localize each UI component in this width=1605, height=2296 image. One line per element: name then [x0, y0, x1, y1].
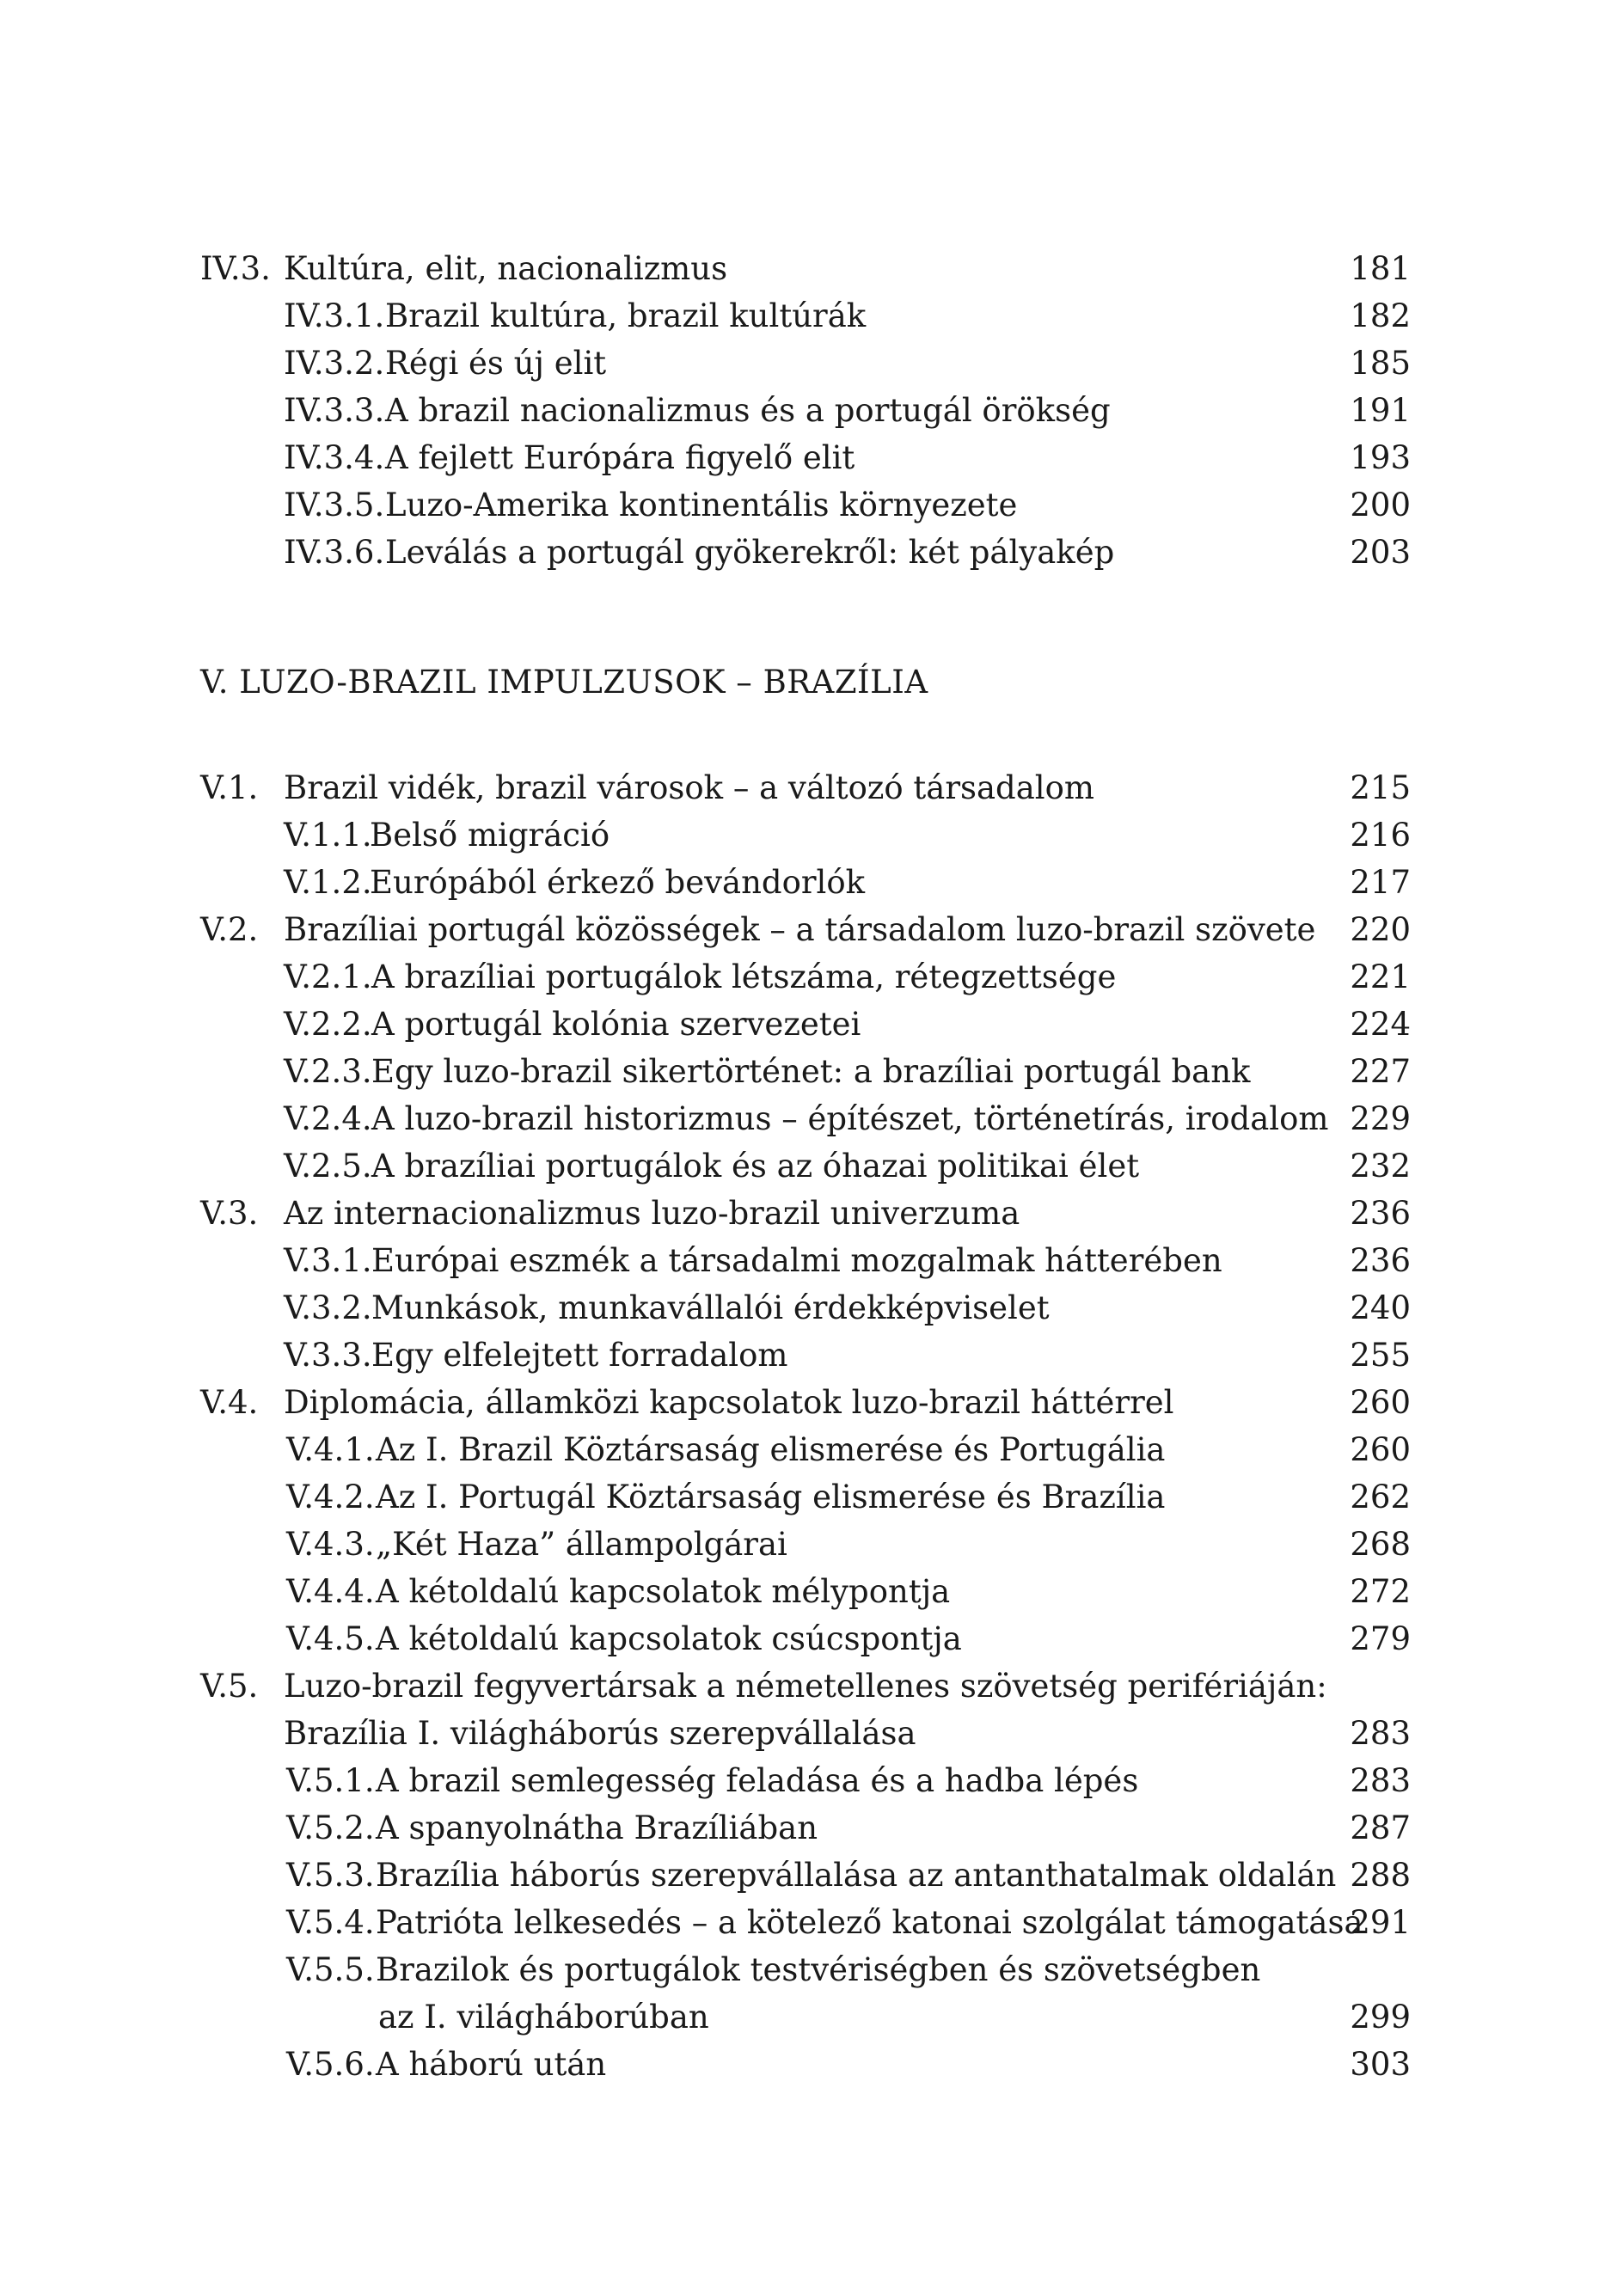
entry-page: 260 — [1350, 1431, 1411, 1468]
entry-title: A spanyolnátha Brazíliában — [376, 1809, 818, 1846]
entry-number: IV.3. — [200, 250, 271, 287]
entry-number: V.5.1. — [286, 1762, 375, 1799]
toc-subentry[interactable] — [0, 811, 1605, 860]
toc-subentry-continued[interactable] — [0, 1993, 1605, 2042]
part-heading: V. LUZO-BRAZIL IMPULZUSOK – BRAZÍLIA — [200, 664, 928, 701]
entry-page: 303 — [1350, 2046, 1411, 2083]
entry-number: V.5.4. — [286, 1904, 375, 1941]
toc-subentry[interactable] — [0, 1473, 1605, 1521]
entry-page: 227 — [1350, 1053, 1411, 1090]
entry-number: V.3.2. — [284, 1289, 372, 1326]
toc-subentry[interactable] — [0, 387, 1605, 435]
entry-number: V.4.5. — [286, 1620, 375, 1657]
entry-title: Leválás a portugál gyökerekről: két pályakép — [385, 534, 1115, 571]
entry-number: V.5.3. — [286, 1857, 375, 1894]
entry-number: V.5.6. — [286, 2046, 375, 2083]
toc-subentry[interactable] — [0, 292, 1605, 340]
entry-page: 217 — [1350, 864, 1411, 901]
entry-page: 255 — [1350, 1337, 1411, 1374]
entry-number: IV.3.6. — [284, 534, 385, 571]
entry-title: Európából érkező bevándorlók — [370, 864, 866, 901]
entry-number: V.2.3. — [284, 1053, 372, 1090]
entry-number: IV.3.4. — [284, 439, 385, 476]
entry-page: 191 — [1350, 392, 1411, 429]
entry-number: V.3. — [200, 1195, 259, 1232]
entry-title: Brazil kultúra, brazil kultúrák — [385, 297, 867, 334]
entry-number: V.5. — [200, 1668, 259, 1705]
entry-number: V.4.3. — [286, 1526, 375, 1563]
toc-subentry[interactable] — [0, 1048, 1605, 1096]
entry-title: A háború után — [376, 2046, 607, 2083]
toc-subentry[interactable] — [0, 1899, 1605, 1947]
toc-subentry[interactable] — [0, 434, 1605, 482]
entry-title: A portugál kolónia szervezetei — [371, 1006, 861, 1043]
entry-page: 283 — [1350, 1715, 1411, 1752]
entry-title: A kétoldalú kapcsolatok csúcspontja — [376, 1620, 962, 1657]
entry-number: V.2.1. — [284, 958, 372, 995]
entry-title: A luzo-brazil historizmus – építészet, történetírás, irodalom — [371, 1100, 1329, 1137]
entry-title: Egy luzo-brazil sikertörténet: a brazíliai portugál bank — [371, 1053, 1251, 1090]
entry-page: 291 — [1350, 1904, 1411, 1941]
toc-subentry[interactable] — [0, 1804, 1605, 1852]
entry-title: Az I. Brazil Köztársaság elismerése és Portugália — [376, 1431, 1166, 1468]
entry-page: 236 — [1350, 1242, 1411, 1279]
entry-title: Brazilok és portugálok testvériségben és szövetségben — [376, 1951, 1261, 1988]
toc-subentry[interactable] — [0, 481, 1605, 530]
toc-subentry[interactable] — [0, 340, 1605, 388]
entry-number: V.2.4. — [284, 1100, 372, 1137]
toc-subentry[interactable] — [0, 1237, 1605, 1285]
entry-title: Luzo-Amerika kontinentális környezete — [385, 487, 1018, 523]
entry-page: 279 — [1350, 1620, 1411, 1657]
entry-page: 287 — [1350, 1809, 1411, 1846]
entry-number: V.5.5. — [286, 1951, 375, 1988]
entry-title: Brazíliai portugál közösségek – a társadalom luzo-brazil szövete — [284, 911, 1316, 948]
entry-number: V.5.2. — [286, 1809, 375, 1846]
entry-title: Európai eszmék a társadalmi mozgalmak hátterében — [371, 1242, 1222, 1279]
toc-subentry[interactable] — [0, 1757, 1605, 1805]
entry-page: 200 — [1350, 487, 1411, 523]
entry-number: V.1. — [200, 769, 259, 806]
entry-title: Munkások, munkavállalói érdekképviselet — [371, 1289, 1050, 1326]
entry-number: V.2.5. — [284, 1148, 372, 1185]
entry-number: V.1.2. — [284, 864, 372, 901]
entry-title: A brazíliai portugálok létszáma, rétegzettsége — [371, 958, 1117, 995]
entry-title: Régi és új elit — [385, 345, 607, 382]
toc-subentry[interactable] — [0, 1615, 1605, 1663]
toc-entry[interactable] — [0, 764, 1605, 812]
entry-number: V.2.2. — [284, 1006, 372, 1043]
entry-number: V.4. — [200, 1384, 259, 1421]
toc-entry[interactable] — [0, 906, 1605, 954]
entry-title: Az internacionalizmus luzo-brazil univerzuma — [284, 1195, 1020, 1232]
entry-title: Luzo-brazil fegyvertársak a németellenes szövetség perifériáján: — [284, 1668, 1327, 1705]
entry-title: Patrióta lelkesedés – a kötelező katonai szolgálat támogatása — [376, 1904, 1363, 1941]
entry-page: 203 — [1350, 534, 1411, 571]
entry-number: V.3.1. — [284, 1242, 372, 1279]
entry-title: Brazil vidék, brazil városok – a változó társadalom — [284, 769, 1094, 806]
entry-title: Egy elfelejtett forradalom — [371, 1337, 788, 1374]
entry-page: 224 — [1350, 1006, 1411, 1043]
entry-number: V.1.1. — [284, 817, 372, 854]
toc-subentry[interactable] — [0, 1946, 1605, 1994]
toc-subentry[interactable] — [0, 1001, 1605, 1049]
toc-subentry[interactable] — [0, 2041, 1605, 2089]
entry-page: 283 — [1350, 1762, 1411, 1799]
entry-page: 232 — [1350, 1148, 1411, 1185]
toc-entry-continued[interactable] — [0, 1710, 1605, 1758]
entry-number: IV.3.5. — [284, 487, 385, 523]
entry-number: V.2. — [200, 911, 259, 948]
entry-title: A brazil semlegesség feladása és a hadba lépés — [376, 1762, 1139, 1799]
toc-subentry[interactable] — [0, 1568, 1605, 1616]
entry-title: A brazil nacionalizmus és a portugál örökség — [385, 392, 1111, 429]
entry-page: 181 — [1350, 250, 1411, 287]
entry-title-continued: Brazília I. világháborús szerepvállalása — [284, 1715, 916, 1752]
toc-entry[interactable] — [0, 1662, 1605, 1711]
entry-page: 262 — [1350, 1479, 1411, 1515]
entry-title: Diplomácia, államközi kapcsolatok luzo-brazil háttérrel — [284, 1384, 1174, 1421]
entry-page: 193 — [1350, 439, 1411, 476]
entry-page: 221 — [1350, 958, 1411, 995]
entry-page: 240 — [1350, 1289, 1411, 1326]
toc-subentry[interactable] — [0, 859, 1605, 907]
entry-page: 268 — [1350, 1526, 1411, 1563]
toc-subentry[interactable] — [0, 1852, 1605, 1900]
entry-title: Kultúra, elit, nacionalizmus — [284, 250, 728, 287]
entry-page: 215 — [1350, 769, 1411, 806]
toc-entry[interactable] — [0, 245, 1605, 293]
entry-page: 182 — [1350, 297, 1411, 334]
entry-page: 260 — [1350, 1384, 1411, 1421]
entry-number: V.4.2. — [286, 1479, 375, 1515]
toc-subentry[interactable] — [0, 1332, 1605, 1380]
toc-subentry[interactable] — [0, 529, 1605, 577]
toc-subentry[interactable] — [0, 1142, 1605, 1191]
entry-page: 288 — [1350, 1857, 1411, 1894]
entry-title: Belső migráció — [370, 817, 610, 854]
entry-page: 272 — [1350, 1573, 1411, 1610]
entry-page: 236 — [1350, 1195, 1411, 1232]
entry-title: A brazíliai portugálok és az óhazai politikai élet — [371, 1148, 1140, 1185]
entry-number: IV.3.3. — [284, 392, 385, 429]
entry-title: A kétoldalú kapcsolatok mélypontja — [376, 1573, 951, 1610]
entry-page: 185 — [1350, 345, 1411, 382]
toc-subentry[interactable] — [0, 1521, 1605, 1569]
entry-title: A fejlett Európára figyelő elit — [385, 439, 855, 476]
entry-number: IV.3.2. — [284, 345, 385, 382]
entry-title: „Két Haza” állampolgárai — [376, 1526, 787, 1563]
toc-subentry[interactable] — [0, 953, 1605, 1001]
entry-number: V.4.4. — [286, 1573, 375, 1610]
entry-page: 220 — [1350, 911, 1411, 948]
toc-entry[interactable] — [0, 1379, 1605, 1427]
toc-subentry[interactable] — [0, 1095, 1605, 1143]
toc-entry[interactable] — [0, 1190, 1605, 1238]
entry-title: Brazília háborús szerepvállalása az antanthatalmak oldalán — [376, 1857, 1337, 1894]
entry-title-continued: az I. világháborúban — [378, 1999, 709, 2036]
toc-subentry[interactable] — [0, 1426, 1605, 1474]
entry-title: Az I. Portugál Köztársaság elismerése és Brazília — [376, 1479, 1166, 1515]
entry-page: 299 — [1350, 1999, 1411, 2036]
entry-number: V.4.1. — [286, 1431, 375, 1468]
entry-page: 216 — [1350, 817, 1411, 854]
entry-page: 229 — [1350, 1100, 1411, 1137]
entry-number: IV.3.1. — [284, 297, 385, 334]
entry-number: V.3.3. — [284, 1337, 372, 1374]
toc-subentry[interactable] — [0, 1284, 1605, 1332]
